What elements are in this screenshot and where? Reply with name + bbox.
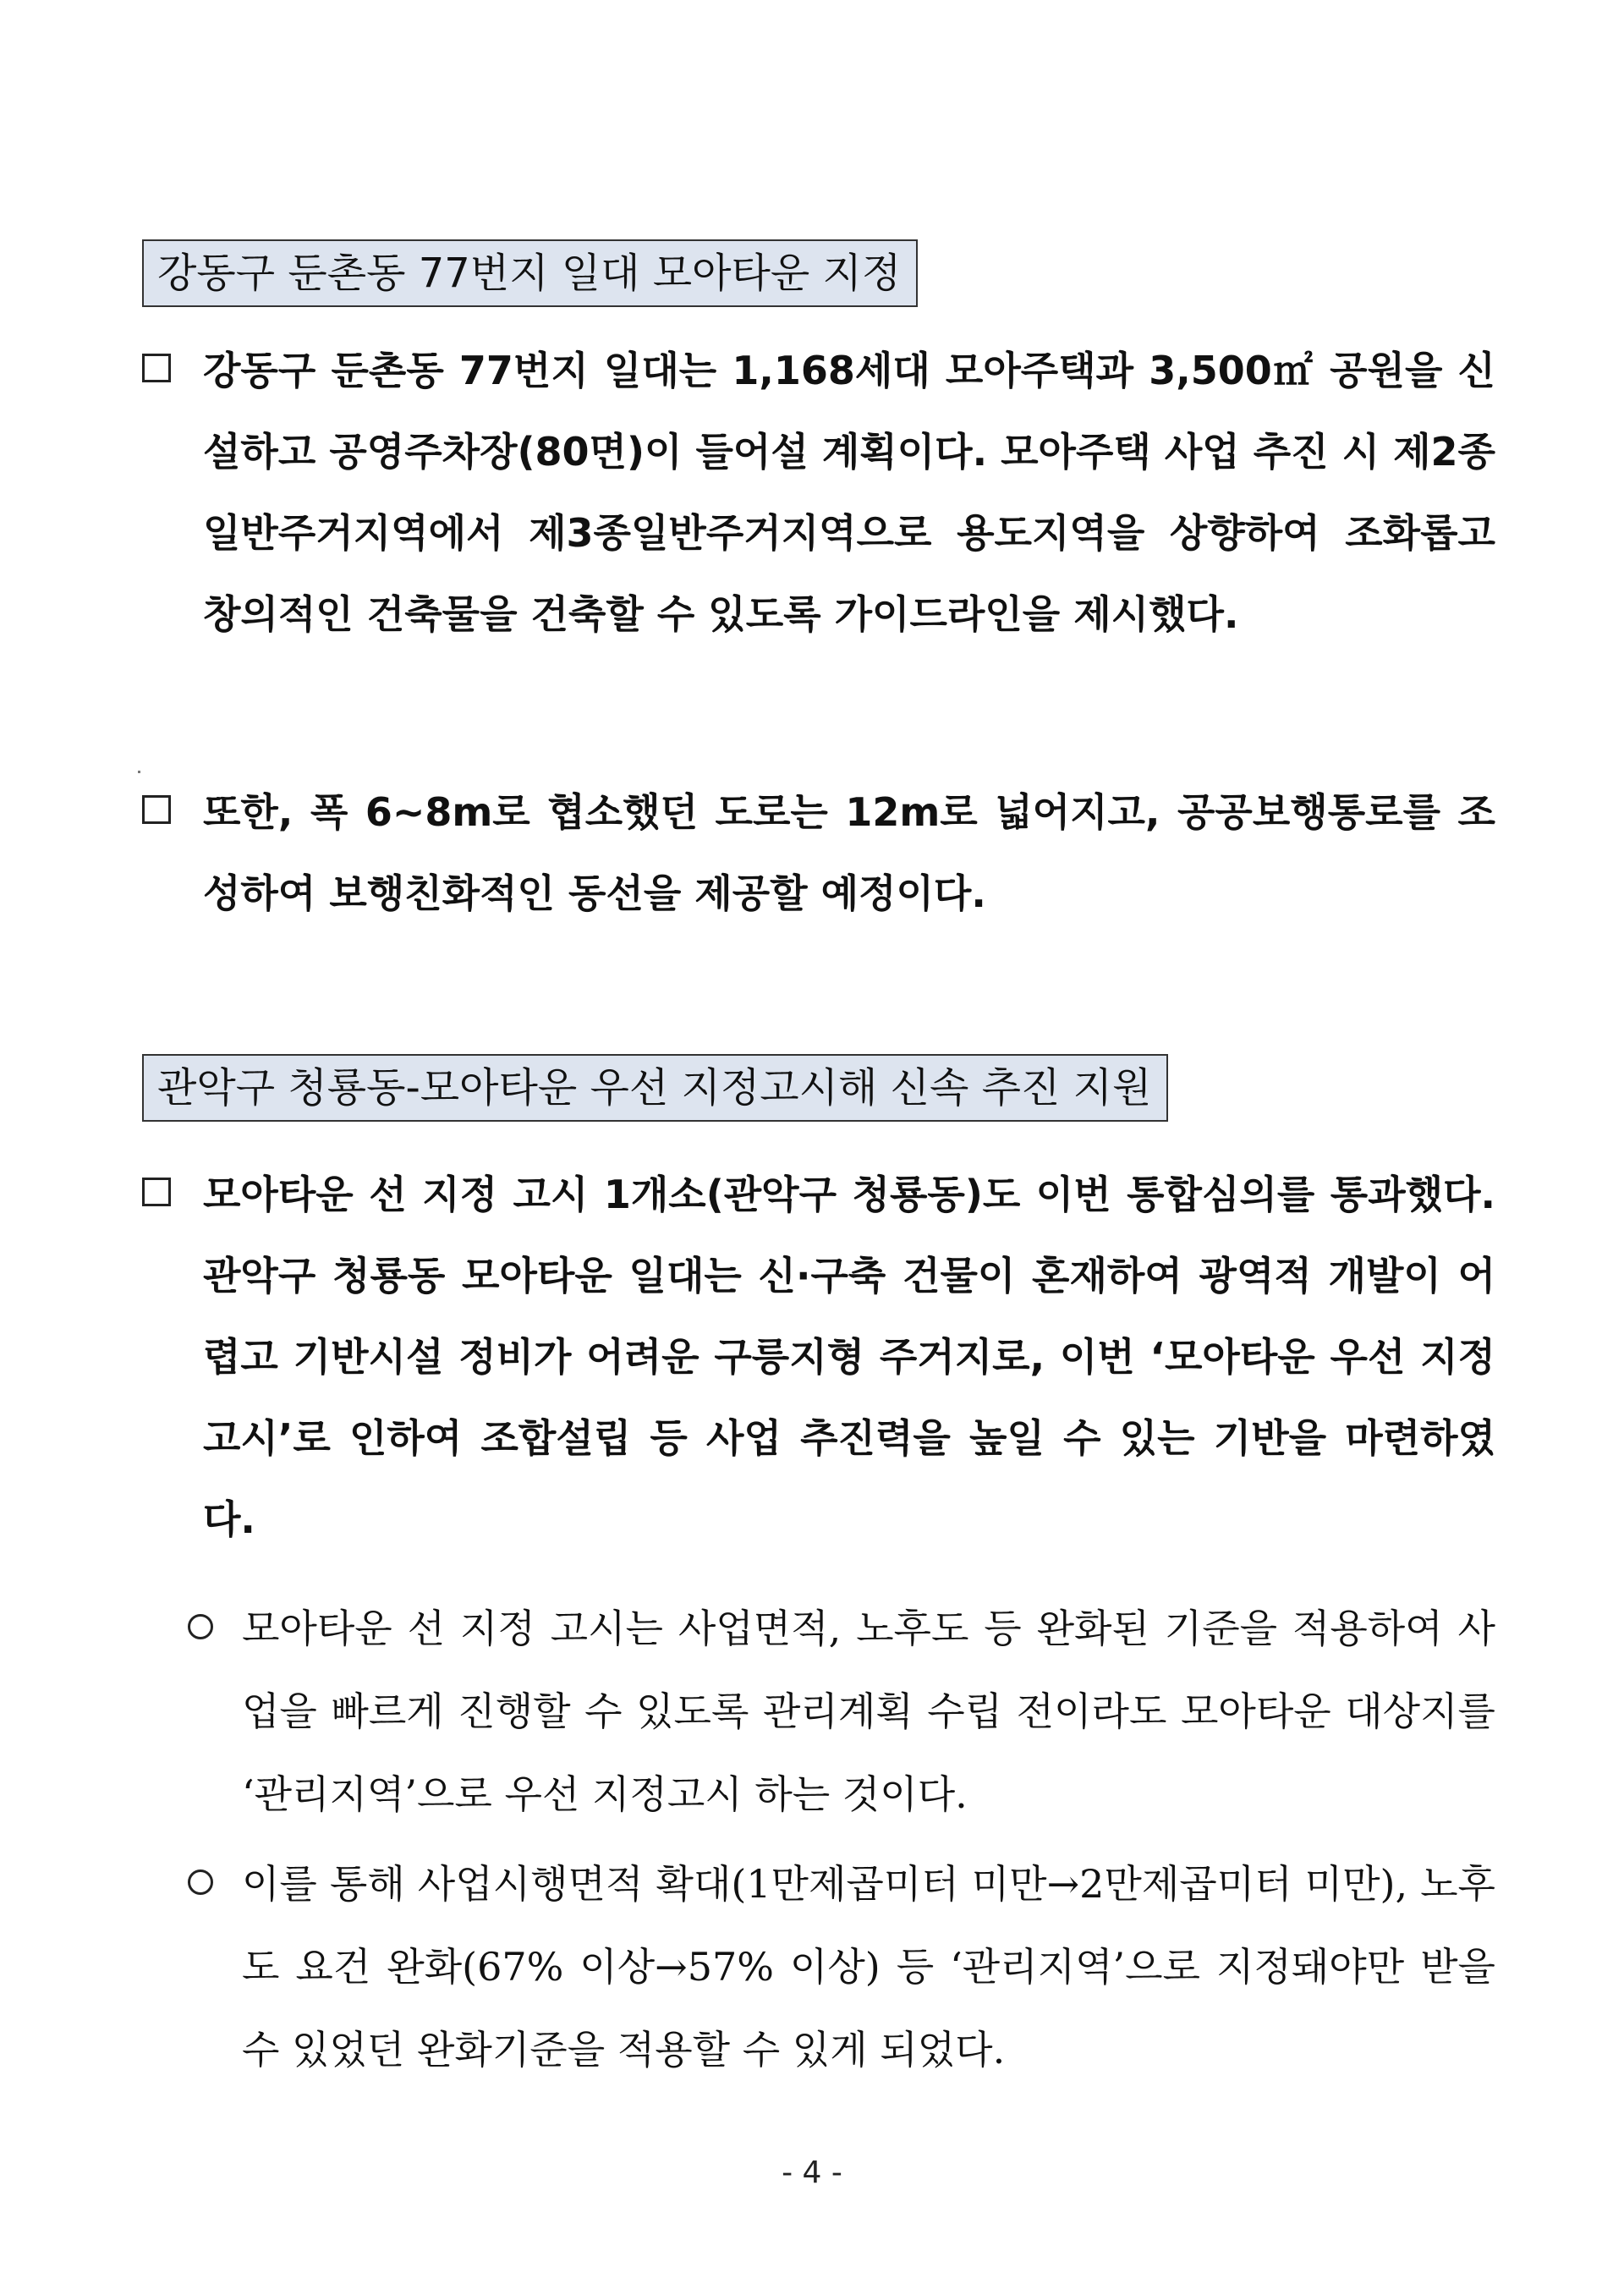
sub-item-relaxed-criteria bbox=[186, 1842, 1495, 2091]
stray-dot-mark bbox=[138, 771, 140, 773]
section-heading-gangdong bbox=[142, 239, 918, 307]
circle-bullet-icon bbox=[188, 1869, 213, 1895]
square-bullet-icon bbox=[142, 795, 171, 824]
page-number: - 4 - bbox=[782, 2155, 842, 2190]
paragraph-text: 모아타운 선 지정 고시 1개소(관악구 청룡동)도 이번 통합심의를 통과했다. 관악구 청룡동 모아타운 일대는 신·구축 건물이 혼재하여 광역적 개발이 어렵고 기반시설 정비가 어려운 구릉지형 주거지로, 이번 ‘모아타운 우선 지정고시’로 인하여 조합설립 등 사업 추진력을 높일 수 있는 기반을 마련하였다. bbox=[203, 1172, 1495, 1542]
section-heading-gwanak bbox=[142, 1054, 1168, 1122]
square-bullet-icon bbox=[142, 354, 171, 382]
section-heading-text: 관악구 청룡동-모아타운 우선 지정고시해 신속 추진 지원 bbox=[157, 1064, 1152, 1112]
section-heading-text: 강동구 둔촌동 77번지 일대 모아타운 지정 bbox=[157, 250, 902, 297]
sub-item-text: 모아타운 선 지정 고시는 사업면적, 노후도 등 완화된 기준을 적용하여 사업을 빠르게 진행할 수 있도록 관리계획 수립 전이라도 모아타운 대상지를 ‘관리지역’으로 우선 지정고시 하는 것이다. bbox=[242, 1606, 1495, 1817]
circle-bullet-icon bbox=[188, 1614, 213, 1639]
paragraph-text: 또한, 폭 6~8m로 협소했던 도로는 12m로 넓어지고, 공공보행통로를 조성하여 보행친화적인 동선을 제공할 예정이다. bbox=[203, 789, 1495, 916]
sub-item-text: 이를 통해 사업시행면적 확대(1만제곱미터 미만→2만제곱미터 미만), 노후도 요건 완화(67% 이상→57% 이상) 등 ‘관리지역’으로 지정돼야만 받을 수 있었던 완화기준을 적용할 수 있게 되었다. bbox=[242, 1861, 1495, 2073]
paragraph-gangdong-plan bbox=[142, 330, 1495, 655]
sub-item-pre-designation bbox=[186, 1587, 1495, 1836]
paragraph-gwanak-designation bbox=[142, 1154, 1495, 1560]
square-bullet-icon bbox=[142, 1178, 171, 1206]
paragraph-text: 강동구 둔촌동 77번지 일대는 1,168세대 모아주택과 3,500㎡ 공원을 신설하고 공영주차장(80면)이 들어설 계획이다. 모아주택 사업 추진 시 제2종일반주거지역에서 제3종일반주거지역으로 용도지역을 상향하여 조화롭고 창의적인 건축물을 건축할 수 있도록 가이드라인을 제시했다. bbox=[203, 348, 1495, 637]
paragraph-gangdong-road bbox=[142, 771, 1495, 934]
